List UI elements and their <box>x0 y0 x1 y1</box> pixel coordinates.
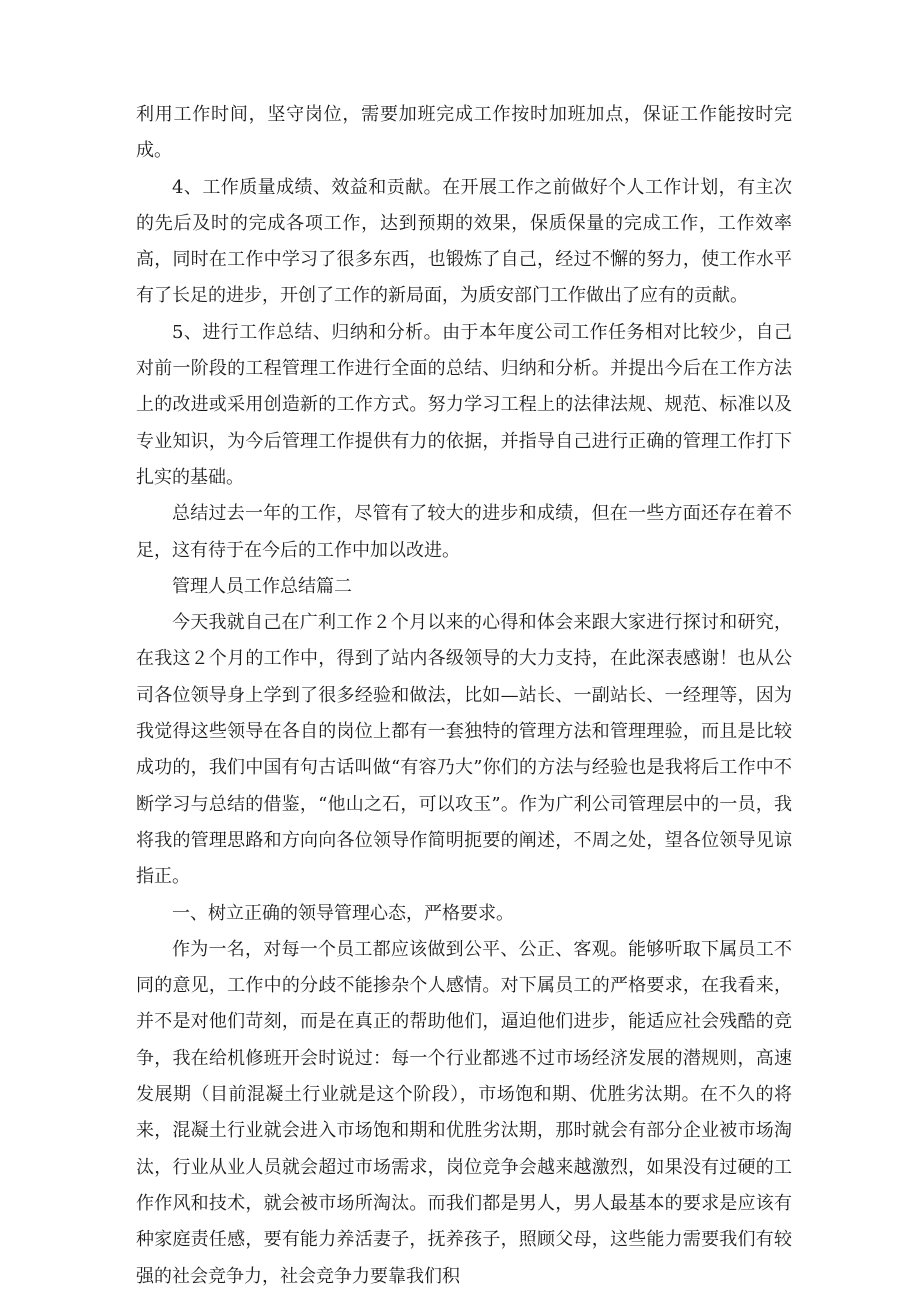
paragraph-fairness: 作为一名，对每一个员工都应该做到公平、公正、客观。能够听取下属员工不同的意见，工作中的分歧不能掺杂个人感情。对下属员工的严格要求，在我看来，并不是对他们苛刻，而是在真正的帮助他们，逼迫他们进步，能适应社会残酷的竞争，我在给机修班开会时说过：每一个行业都逃不过市场经济发展的潜规则，高速发展期（目前混凝土行业就是这个阶段），市场饱和期、优胜劣汰期。在不久的将来，混凝土行业就会进入市场饱和期和优胜劣汰期，那时就会有部分企业被市场淘汰，行业从业人员就会超过市场需求，岗位竞争会越来越激烈，如果没有过硬的工作作风和技术，就会被市场所淘汰。而我们都是男人，男人最基本的要求是应该有种家庭责任感，要有能力养活妻子，抚养孩子，照顾父母，这些能力需要我们有较强的社会竞争力，社会竞争力要靠我们积 <box>136 938 792 1287</box>
paragraph-introduction: 今天我就自己在广利工作２个月以来的心得和体会来跟大家进行探讨和研究，在我这２个月的工作中，得到了站内各级领导的大力支持，在此深表感谢！也从公司各位领导身上学到了很多经验和做法，比如—站长、一副站长、一经理等，因为我觉得这些领导在各自的岗位上都有一套独特的管理方法和管理理验，而且是比较成功的，我们中国有句古话叫做“有容乃大”你们的方法与经验也是我将后工作中不断学习与总结的借鉴，“他山之石，可以攻玉”。作为广利公司管理层中的一员，我将我的管理思路和方向向各位领导作简明扼要的阐述，不周之处，望各位领导见谅指正。 <box>136 612 792 888</box>
paragraph-year-review: 总结过去一年的工作，尽管有了较大的进步和成绩，但在一些方面还存在着不足，这有待于在今后的工作中加以改进。 <box>136 503 792 561</box>
paragraph-continuation: 利用工作时间，坚守岗位，需要加班完成工作按时加班加点，保证工作能按时完成。 <box>136 104 792 162</box>
subheading-leadership-mindset: 一、树立正确的领导管理心态，严格要求。 <box>172 902 514 924</box>
paragraph-work-quality: 4、工作质量成绩、效益和贡献。在开展工作之前做好个人工作计划，有主次的先后及时的完成各项工作，达到预期的效果，保质保量的完成工作，工作效率高，同时在工作中学习了很多东西，也锻炼了自己，经过不懈的努力，使工作水平有了长足的进步，开创了工作的新局面，为质安部门工作做出了应有的贡献。 <box>136 176 792 307</box>
section-heading: 管理人员工作总结篇二 <box>172 575 352 597</box>
paragraph-work-summary: 5、进行工作总结、归纳和分析。由于本年度公司工作任务相对比较少，自己对前一阶段的工程管理工作进行全面的总结、归纳和分析。并提出今后在工作方法上的改进或采用创造新的工作方式。努力学习工程上的法律法规、规范、标准以及专业知识，为今后管理工作提供有力的依据，并指导自己进行正确的管理工作打下扎实的基础。 <box>136 321 792 488</box>
document-body <box>136 97 792 1295</box>
